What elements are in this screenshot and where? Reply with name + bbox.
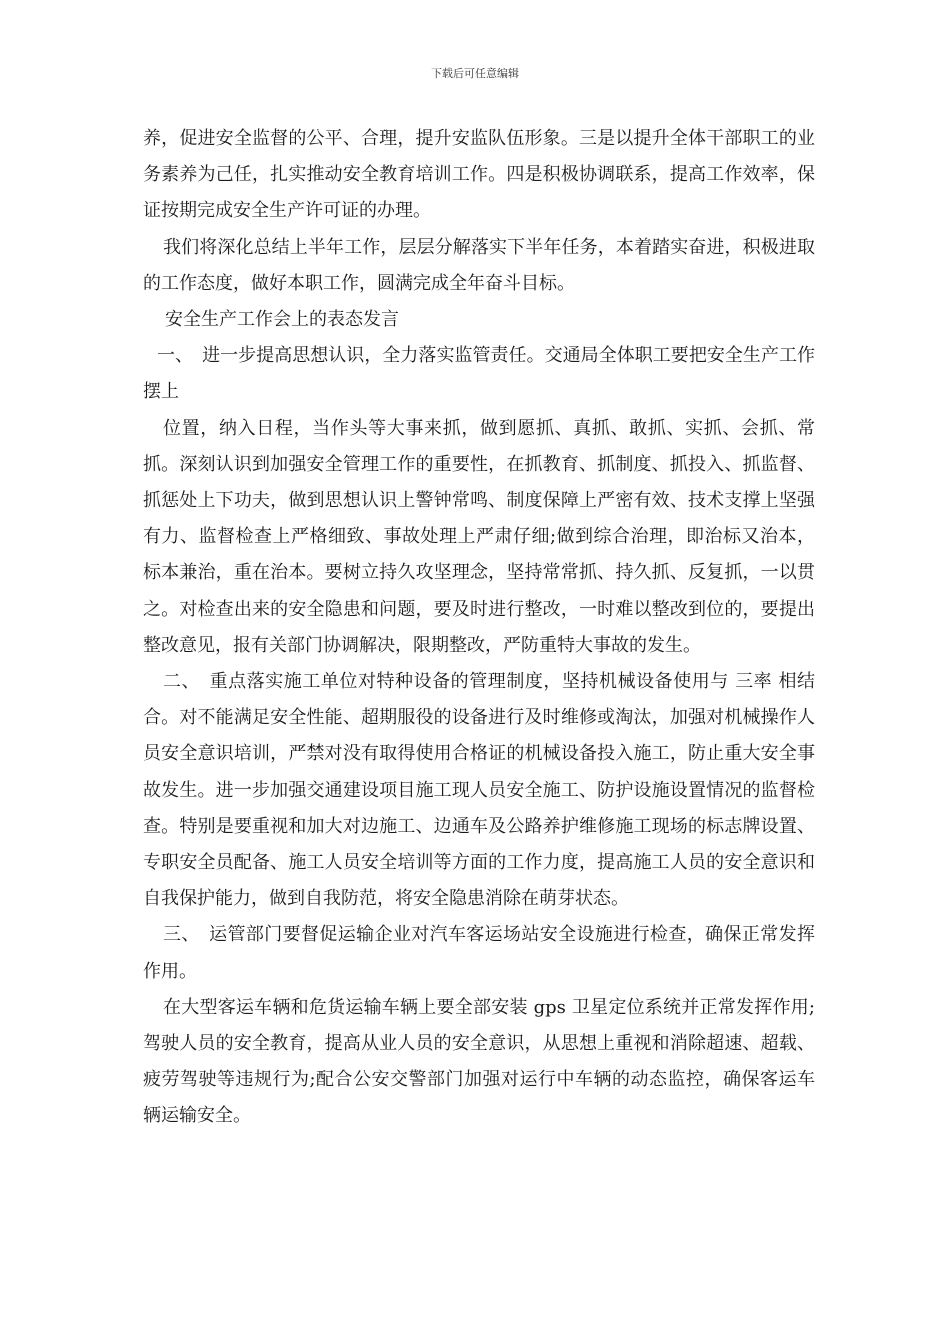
paragraph-summary: 我们将深化总结上半年工作，层层分解落实下半年任务，本着踏实奋进，积极进取的工作态度，做好本职工作，圆满完成全年奋斗目标。 [143,236,815,294]
paragraph-item-1: 一、 进一步提高思想认识，全力落实监管责任。交通局全体职工要把安全生产工作摆上 [143,345,815,403]
paragraph-item-3-detail: 在大型客运车辆和危货运输车辆上要全部安装 gps 卫星定位系统并正常发挥作用;驾驶人员的安全教育，提高从业人员的安全意识，从思想上重视和消除超速、超载、疲劳驾驶等违规行为;配合公安交警部门加强对运行中车辆的动态监控，确保客运车辆运输安全。 [143,996,815,1127]
document-body [143,121,815,1135]
paragraph-item-1-detail: 位置，纳入日程，当作头等大事来抓，做到愿抓、真抓、敢抓、实抓、会抓、常抓。深刻认识到加强安全管理工作的重要性，在抓教育、抓制度、抓投入、抓监督、抓惩处上下功夫，做到思想认识上警钟常鸣、制度保障上严密有效、技术支撑上坚强有力、监督检查上严格细致、事故处理上严肃仔细;做到综合治理，即治标又治本，标本兼治，重在治本。要树立持久攻坚理念，坚持常常抓、持久抓、反复抓，一以贯之。对检查出来的安全隐患和问题，要及时进行整改，一时难以整改到位的，要提出整改意见，报有关部门协调解决，限期整改，严防重特大事故的发生。 [143,417,815,656]
paragraph-item-2: 二、 重点落实施工单位对特种设备的管理制度，坚持机械设备使用与 三率 相结合。对不能满足安全性能、超期服役的设备进行及时维修或淘汰，加强对机械操作人员安全意识培训，严禁对没有取得使用合格证的机械设备投入施工，防止重大安全事故发生。进一步加强交通建设项目施工现人员安全施工、防护设施设置情况的监督检查。特别是要重视和加大对边施工、边通车及公路养护维修施工现场的标志牌设置、专职安全员配备、施工人员安全培训等方面的工作力度，提高施工人员的安全意识和自我保护能力，做到自我防范，将安全隐患消除在萌芽状态。 [143,671,815,910]
page-header: 下载后可任意编辑 [431,67,519,80]
section-title: 安全生产工作会上的表态发言 [165,309,399,331]
paragraph-continuation: 养，促进安全监督的公平、合理，提升安监队伍形象。三是以提升全体干部职工的业务素养为己任，扎实推动安全教育培训工作。四是积极协调联系，提高工作效率，保证按期完成安全生产许可证的办理。 [143,128,815,222]
paragraph-item-3: 三、 运管部门要督促运输企业对汽车客运场站安全设施进行检查，确保正常发挥作用。 [143,924,815,982]
